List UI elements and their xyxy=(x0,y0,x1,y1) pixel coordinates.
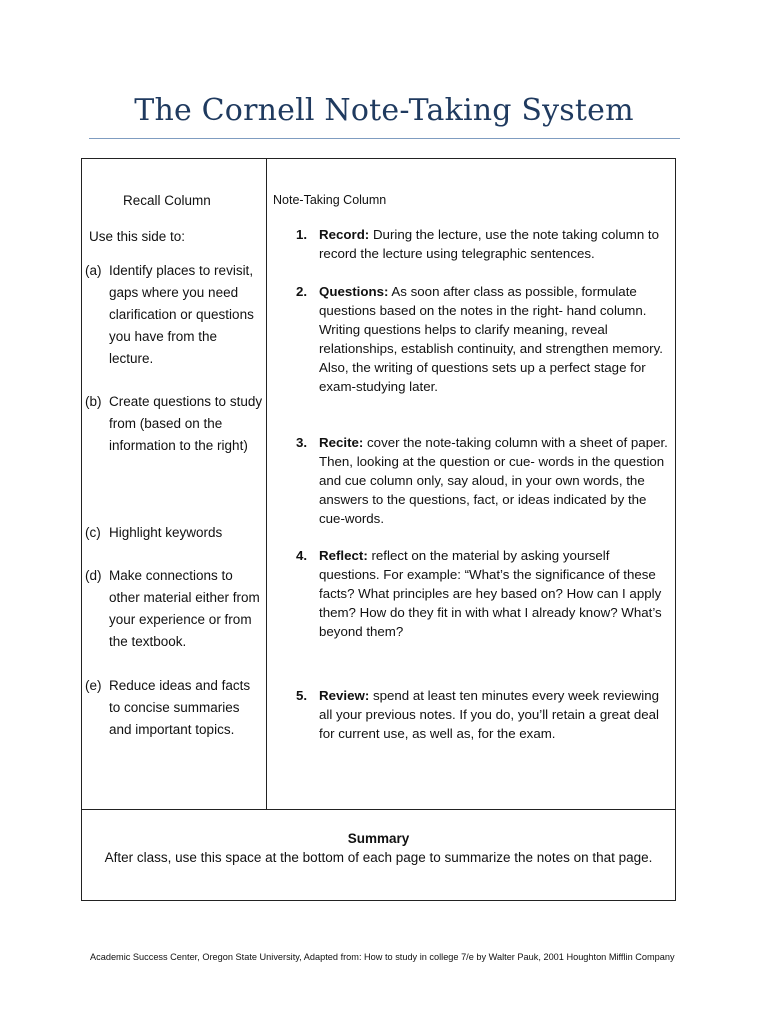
note-step-text: As soon after class as possible, formulate questions based on the notes in the right- hand column. Writing questions helps to clarify meaning, reveal relationships, establish continuity, and strengthen memory. Also, the writing of questions sets up a perfect stage for exam-studying later. xyxy=(319,284,663,394)
summary-section xyxy=(82,829,675,867)
note-step-number: 2. xyxy=(296,284,308,299)
note-step-label: Reflect: xyxy=(319,548,368,563)
cornell-template-box xyxy=(81,158,676,901)
summary-divider xyxy=(82,809,675,810)
recall-item-label: (e) xyxy=(85,678,102,693)
recall-item-text: Create questions to study from (based on the information to the right) xyxy=(109,394,263,453)
summary-text: After class, use this space at the bottom of each page to summarize the notes on that page. xyxy=(104,850,653,865)
summary-heading: Summary xyxy=(347,831,410,846)
note-step-number: 3. xyxy=(296,435,308,450)
page-title: The Cornell Note-Taking System xyxy=(134,93,634,128)
recall-item-label: (c) xyxy=(85,525,101,540)
note-step-number: 4. xyxy=(296,548,308,563)
recall-item-text: Highlight keywords xyxy=(109,525,223,540)
note-taking-column-heading: Note-Taking Column xyxy=(273,193,387,207)
column-divider xyxy=(266,159,267,809)
note-step-label: Record: xyxy=(319,227,370,242)
note-step-text: spend at least ten minutes every week reviewing all your previous notes. If you do, you’ll retain a great deal for current use, as well as, for the exam. xyxy=(319,688,660,741)
recall-column-intro: Use this side to: xyxy=(89,229,186,244)
recall-item-text: Reduce ideas and facts to concise summaries and important topics. xyxy=(109,678,251,737)
note-step-label: Review: xyxy=(319,688,370,703)
recall-item-label: (d) xyxy=(85,568,102,583)
recall-item-label: (b) xyxy=(85,394,102,409)
note-step-text: cover the note-taking column with a sheet of paper. Then, looking at the question or cue- words in the question and cue column only, say aloud, in your own words, the answers to the questions, fact, or ideas indicated by the cue-words. xyxy=(319,435,668,526)
recall-item-text: Identify places to revisit, gaps where you need clarification or questions you have from the lecture. xyxy=(109,263,254,366)
footer-citation: Academic Success Center, Oregon State University, Adapted from: How to study in college 7/e by Walter Pauk, 2001 Houghton Mifflin Company xyxy=(90,952,675,962)
note-step-label: Questions: xyxy=(319,284,389,299)
note-step-text: During the lecture, use the note taking column to record the lecture using telegraphic sentences. xyxy=(319,227,659,261)
recall-item-text: Make connections to other material either from your experience or from the textbook. xyxy=(109,568,260,649)
note-step-number: 1. xyxy=(296,227,308,242)
recall-column-heading: Recall Column xyxy=(123,193,211,208)
recall-item-label: (a) xyxy=(85,263,102,278)
note-step-label: Recite: xyxy=(319,435,364,450)
note-step-text: reflect on the material by asking yourself questions. For example: “What’s the significance of these facts? What principles are hey based on? How can I apply them? How do they fit in with what I already know? What’s beyond them? xyxy=(319,548,662,639)
title-underline xyxy=(89,138,680,139)
note-step-number: 5. xyxy=(296,688,308,703)
